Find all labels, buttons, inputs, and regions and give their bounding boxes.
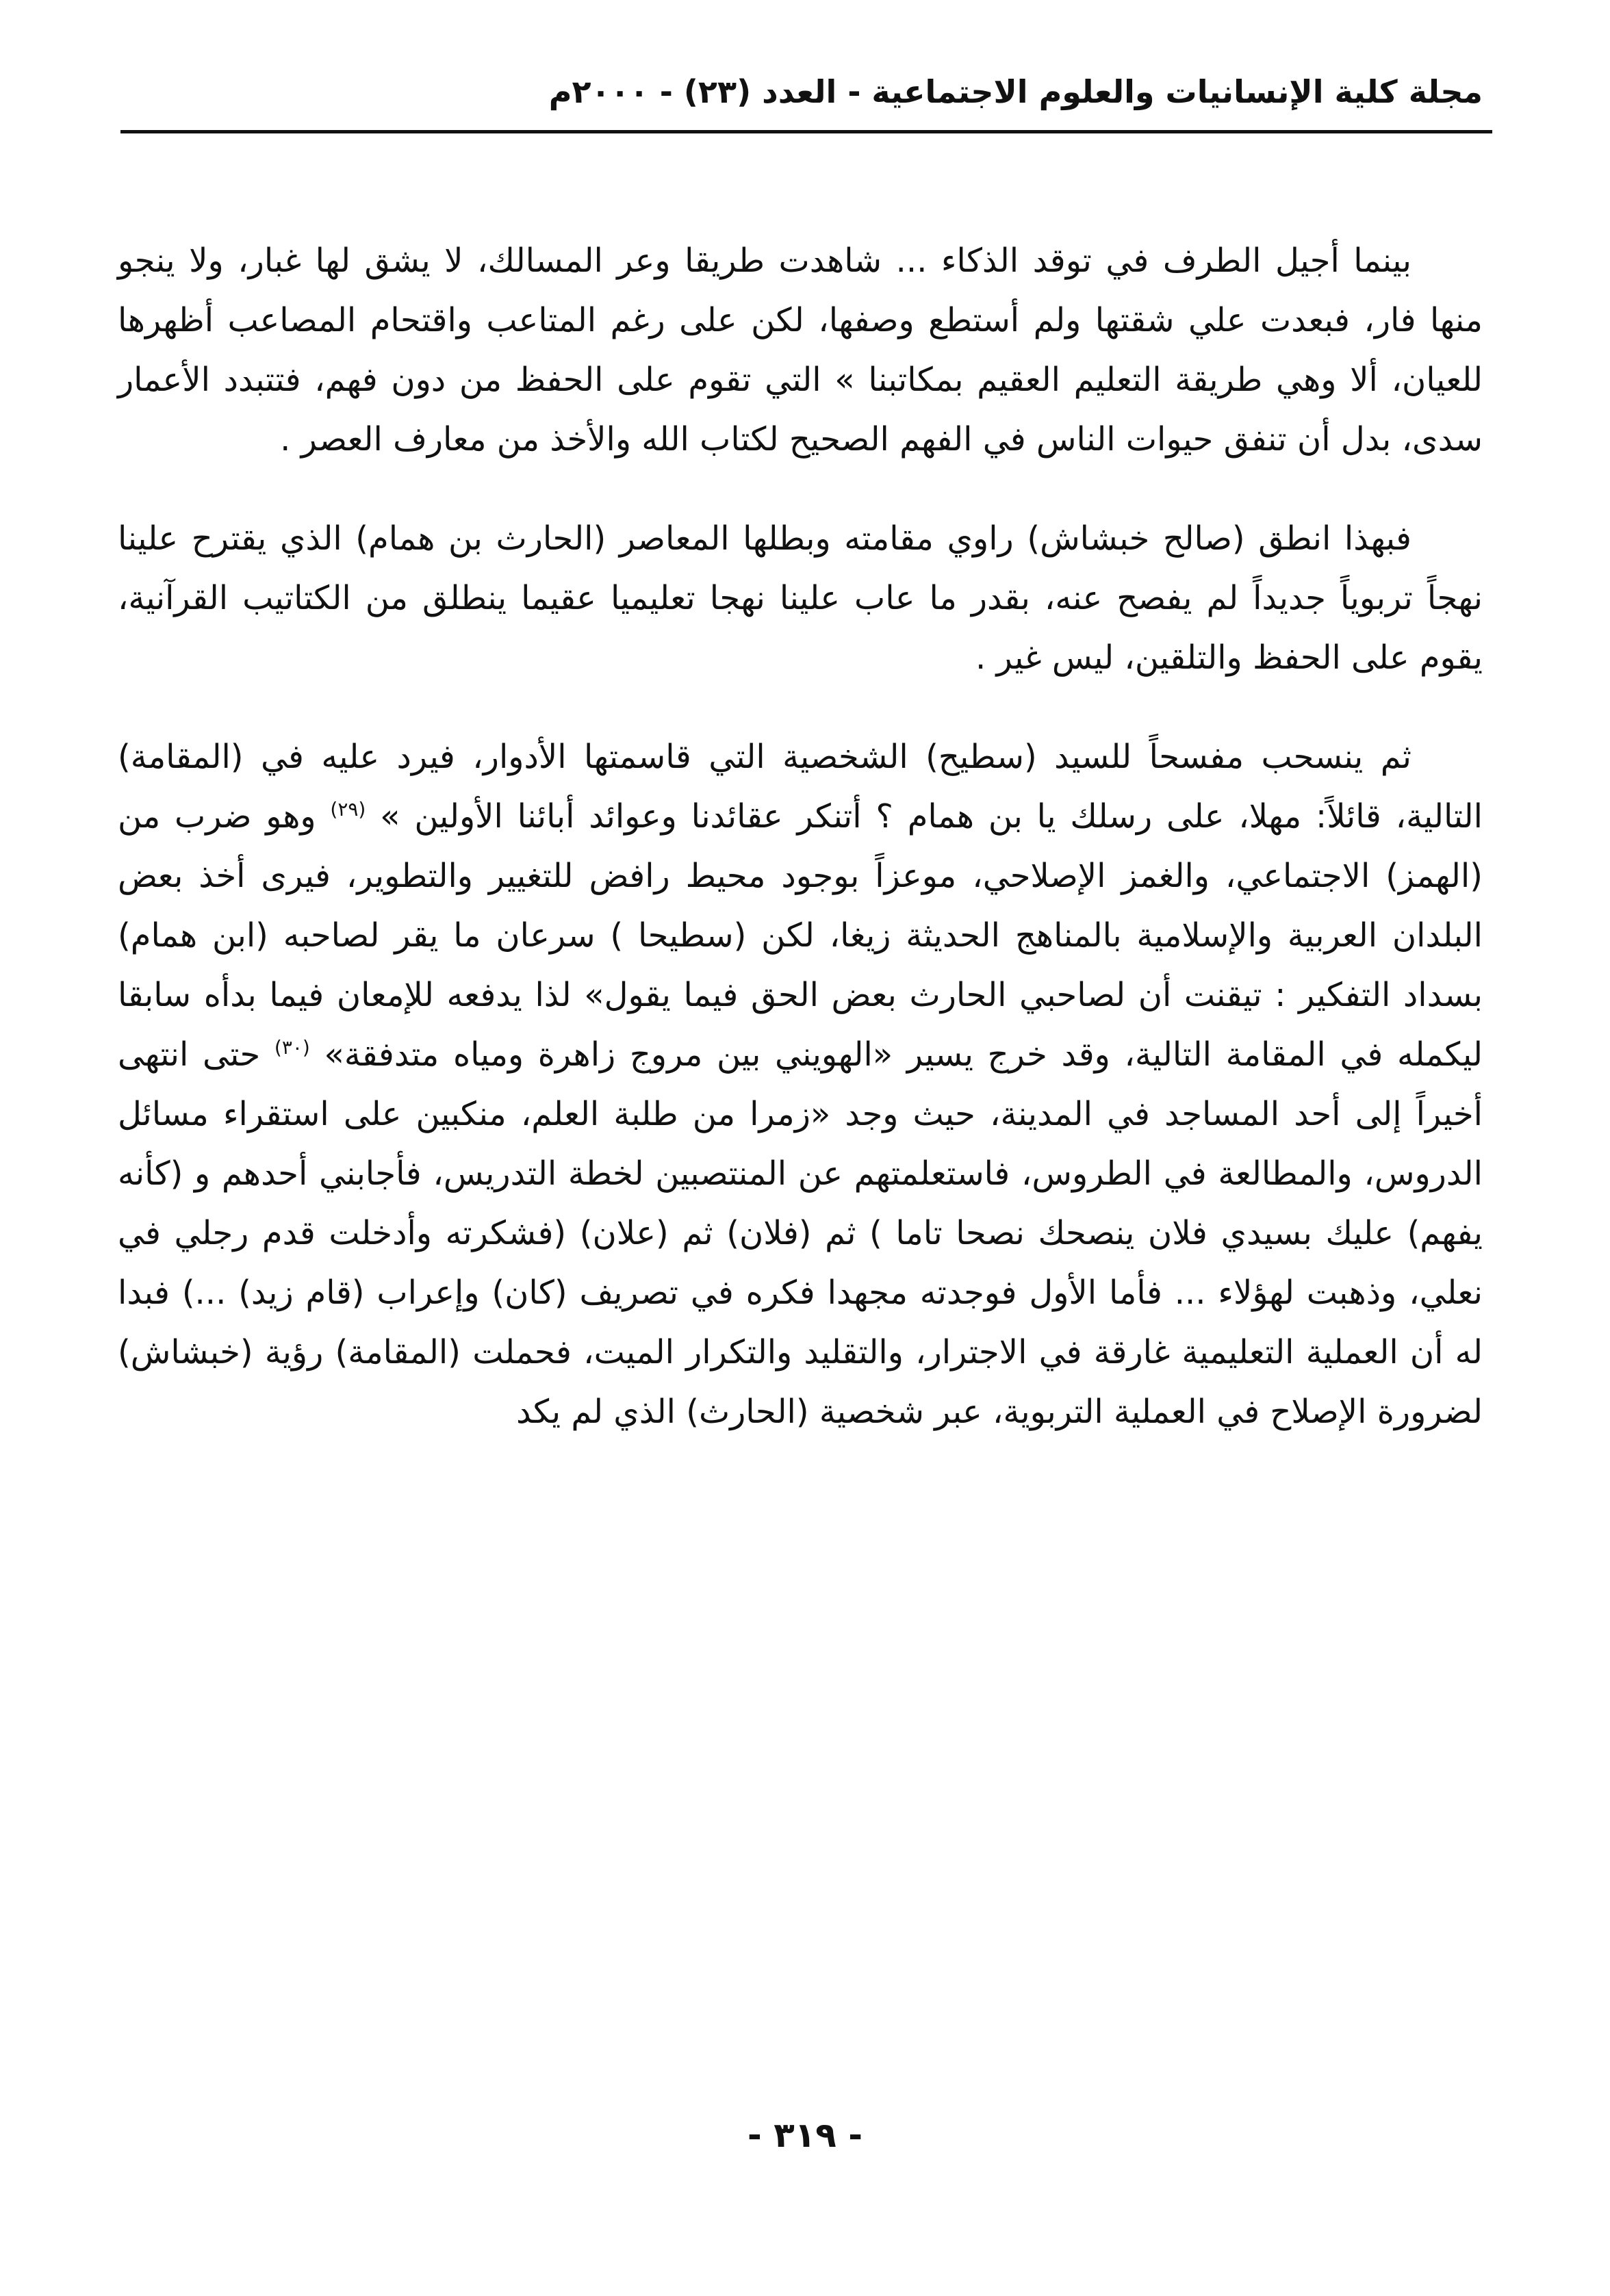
paragraph-3-text-a: ثم ينسحب مفسحاً للسيد (سطيح) الشخصية التي قاسمتها الأدوار، فيرد عليه في (المقامة) التالية، قائلاً: مهلا، على رسلك يا بن همام ؟ أتنكر عقائدنا وعوائد أبائنا الأولين » [118, 738, 1483, 836]
footnote-ref-29: (٢٩) [330, 798, 366, 821]
footnote-ref-30: (٣٠) [274, 1036, 310, 1059]
paragraph-1 [118, 231, 1483, 469]
paragraph-1-text: بينما أجيل الطرف في توقد الذكاء ... شاهدت طريقا وعر المسالك، لا يشق لها غبار، ولا ينجو منها فار، فبعدت علي شقتها ولم أستطع وصفها، لكن على رغم المتاعب واقتحام المصاعب أظهرها للعيان، ألا وهي طريقة التعليم العقيم بمكاتبنا » التي تقوم على الحفظ من دون فهم، فتتبدد الأعمار سدى، بدل أن تنفق حيوات الناس في الفهم الصحيح لكتاب الله والأخذ من معارف العصر . [118, 242, 1483, 459]
paragraph-3 [118, 727, 1483, 1442]
paragraph-3-text-b: وهو ضرب من (الهمز) الاجتماعي، والغمز الإصلاحي، موعزاً بوجود محيط رافض للتغيير والتطوير، فيرى أخذ بعض البلدان العربية والإسلامية بالمناهج الحديثة زيغا، لكن (سطيحا ) سرعان ما يقر لصاحبه (ابن همام) بسداد التفكير : تيقنت أن لصاحبي الحارث بعض الحق فيما يقول» لذا يدفعه للإمعان فيما بدأه سابقا ليكمله في المقامة التالية، وقد خرج يسير «الهويني بين مروج زاهرة ومياه متدفقة» [118, 797, 1483, 1074]
body-text [118, 231, 1483, 1442]
running-header: مجلة كلية الإنسانيات والعلوم الاجتماعية - العدد (٢٣) - ٢٠٠٠م [548, 73, 1483, 110]
paragraph-2 [118, 509, 1483, 688]
paragraph-2-text: فبهذا انطق (صالح خبشاش) راوي مقامته وبطلها المعاصر (الحارث بن همام) الذي يقترح علينا نهجاً تربوياً جديداً لم يفصح عنه، بقدر ما عاب علينا نهجا تعليميا عقيما ينطلق من الكتاتيب القرآنية، يقوم على الحفظ والتلقين، ليس غير . [118, 519, 1483, 677]
paragraph-3-text-c: حتى انتهى أخيراً إلى أحد المساجد في المدينة، حيث وجد «زمرا من طلبة العلم، منكبين على استقراء مسائل الدروس، والمطالعة في الطروس، فاستعلمتهم عن المنتصبين لخطة التدريس، فأجابني أحدهم و (كأنه يفهم) عليك بسيدي فلان ينصحك نصحا تاما ) ثم (فلان) ثم (علان) (فشكرته وأدخلت قدم رجلي في نعلي، وذهبت لهؤلاء ... فأما الأول فوجدته مجهدا فكره في تصريف (كان) وإعراب (قام زيد) ...) فبدا له أن العملية التعليمية غارقة في الاجترار، والتقليد والتكرار الميت، فحملت (المقامة) رؤية (خبشاش) لضرورة الإصلاح في العملية التربوية، عبر شخصية (الحارث) الذي لم يكد [118, 1035, 1483, 1431]
header-rule [120, 130, 1492, 133]
page-number: - ٣١٩ - [748, 2115, 862, 2155]
